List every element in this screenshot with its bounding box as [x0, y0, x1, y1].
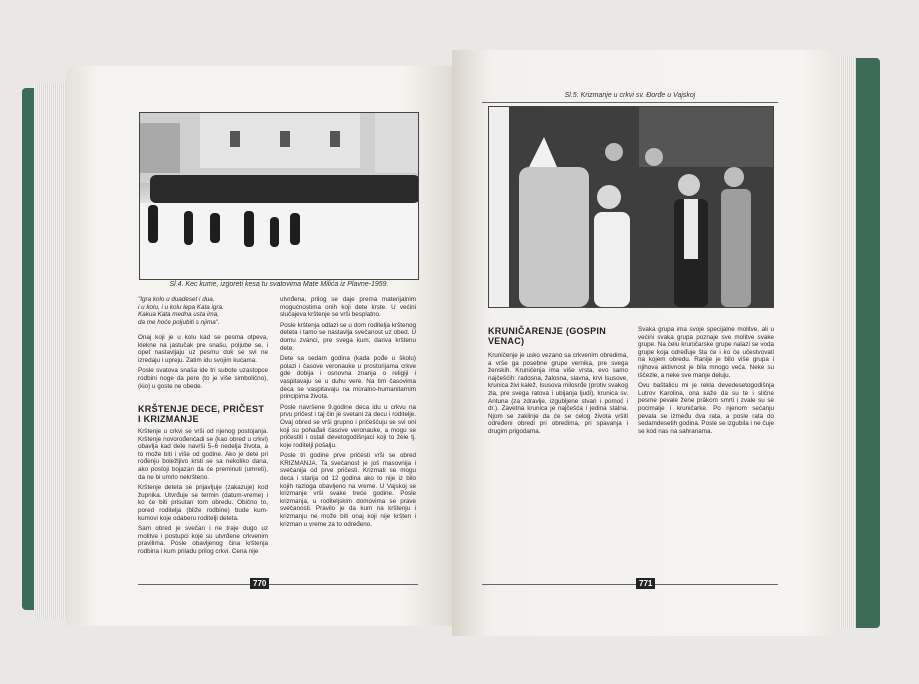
paragraph: Svaka grupa ima svoje specijalne molitve, ali u većini svaka grupa poznaje sve molitve svake grupe. Na čelu kruničarske grupe nalazi se voda grupe koja određuje šta će i ko će učestvovati na kojem obredu. Ranije je bilo više grupa i njihova aktivnost je bila mnogo veća. Neke su iščezle, a neke sve manje deluju. [638, 326, 774, 379]
footer-rule [482, 584, 778, 585]
confirmation-photo [488, 106, 774, 308]
header-rule [482, 102, 778, 103]
footer-rule [138, 584, 418, 585]
section-heading: KRUNIČARENJE (GOSPIN VENAC) [488, 326, 607, 346]
poem: "Igra kolo u duadeset i dua, i u kolu, i u kolu lepa Kata igra. Kakua Kata medna usta ima, da me hoće poljubiti s njima". [138, 296, 224, 326]
paragraph: Onaj koji je u kolu kad se pesma otpeva, klekne na jastučak pre snašu, poljube se, i opet nastavljaju uz pesmu dok se svi ne izredaju i upreju. Zatim idu svojim kućama. [138, 334, 268, 364]
right-page [452, 50, 840, 636]
paragraph: Sam obred je svečan i ne traje dugo uz molitve i postupci koje su utvrđene crkvenim pravilima. Posle obavljenog čina krštenja rodbina i kum priladu prilog crkvi. Cena nije [138, 525, 268, 555]
paragraph: Krštenje deteta se prijavljuje (zakazuje) kod župnika. Utvrđuje se termin (datum-vreme) i ko će biti prisutan tom obredu. Obično to, pored roditelja (bliže rodbine) bude kum-kumovi koje odaberu roditelji deteta. [138, 484, 268, 522]
wedding-photo [139, 112, 419, 280]
right-column-2 [638, 326, 774, 438]
paragraph: Ovu baštalicu mi je rekla devedesetogodišnja Lutrov Karolina, ona kaže da su te i slične pesme pevale žene prâkom smrti i zvale su se pocimalje i kruničarke. Po njenom sećanju pevala se između dva rata, a posle rata do sedamdesetih godina. Posle se izgubila i ne čuje se kod nas na sahranama. [638, 382, 774, 435]
paragraph: Posle tri godine prve pričesti vrši se obred KRIZMANJA. Ta svečanost je još masovnija i svečanija od prve pričesti. Krizmati se mogu deca i starija od 12 godina ako to nije iz bilo kojih razloga obavljeno na vreme. U Vajskoj se krizmanje vrši svake treće godine. Posle krizmanja, u roditeljskim domovima se prave svečanosti. Pravilo je da kum na krštenju i krizmanju ne može biti onaj koji nije kršten i krizman u vreme za to određeno. [280, 452, 416, 528]
photo-caption: Sl.4. Kec kume, izgoreti kesa tu svatovima Mate Milića iz Plavne-1959. [169, 281, 389, 288]
photo-caption: Sl.5. Krizmanje u crkvi sv. Đorđe u Vajskoj [564, 92, 696, 99]
paragraph: Dete sa sedam godina (kada pođe u školu) polazi i časove veronauke u prostorijama crkve gde dobija i osnovna znanja o religiji i vaspitavaju se u duhu vere. Na tim časovima deca se vaspitavaju na moralno-humanitarnim principima života. [280, 355, 416, 401]
right-column-1 [488, 352, 628, 439]
paragraph: Kruničenje je usko vezano sa crkvenim obredima, a vrše ga posebne grupe vernika, pre svega ženskih. Kruničenja ima više vrsta, evo samo najčešćih: radosna, žalosna, slavna, krvi Isusove, krunica živi kalež, Isusova milosrđe (protiv svakog zla, pre svega ratova i ubijanja ljudi), krunica sv. Antuna (za zdravlje, izgubljene stvari i pomoć i dr.). Zavetna krunica je najčešća i jedina stalna. Njom se zaklinje da će se celog života vršiti određeni obredi pri obredima, pri spavanja i drugim prigodama. [488, 352, 628, 435]
left-column-1-section [138, 428, 268, 559]
paragraph: utvrđena, prilog se daje prema materijalnim mogućnostima onih koji dete krste. U većini slučajeva krštenje se vrši besplatno. [280, 296, 416, 319]
left-column-1 [138, 334, 268, 393]
page-number: 770 [250, 578, 269, 589]
left-column-2 [280, 296, 416, 531]
left-page [66, 66, 460, 626]
paragraph: Posle navršene 9.godine deca idu u crkvu na prvu pričest i taj čin je svetani za decu i roditelje. Ovaj obred se vrši grupno i pričešćuju se svi oni koji su pohađali časove veronauke, a mogu se pričestiti i ostali devetogodišnjaci koji to žele tj. koje roditelji pošalju. [280, 403, 416, 449]
paragraph: Posle krštenja odlazi se u dom roditelja krštenog deteta i tamo se nastavlja svečanost uz obed. U domu zvanci, pre svega kum, dariva krštenu dete. [280, 321, 416, 352]
paragraph: Posle svatova snaša ide tri subote uzastopce rodbini noge da pere (to je više simbolično), (kio) u goste ne obede. [138, 367, 268, 390]
section-heading: KRŠTENJE DECE, PRIČEST I KRIZMANJE [138, 404, 265, 424]
page-number: 771 [636, 578, 655, 589]
paragraph: Krštenje u crkvi se vrši od njenog postojanja. Krštenje novorođenčadi se (kao obred u crkvi) obavlja kad dete navrši 5–6 nedelja života, a to može biti i više od godine. Ako je dete pri rođenju boležljivo krsti se sa nekoliko dana, ako postoji bojazan da će preminuti (umreti), da ne bi umrlo nekršteno. [138, 428, 268, 481]
